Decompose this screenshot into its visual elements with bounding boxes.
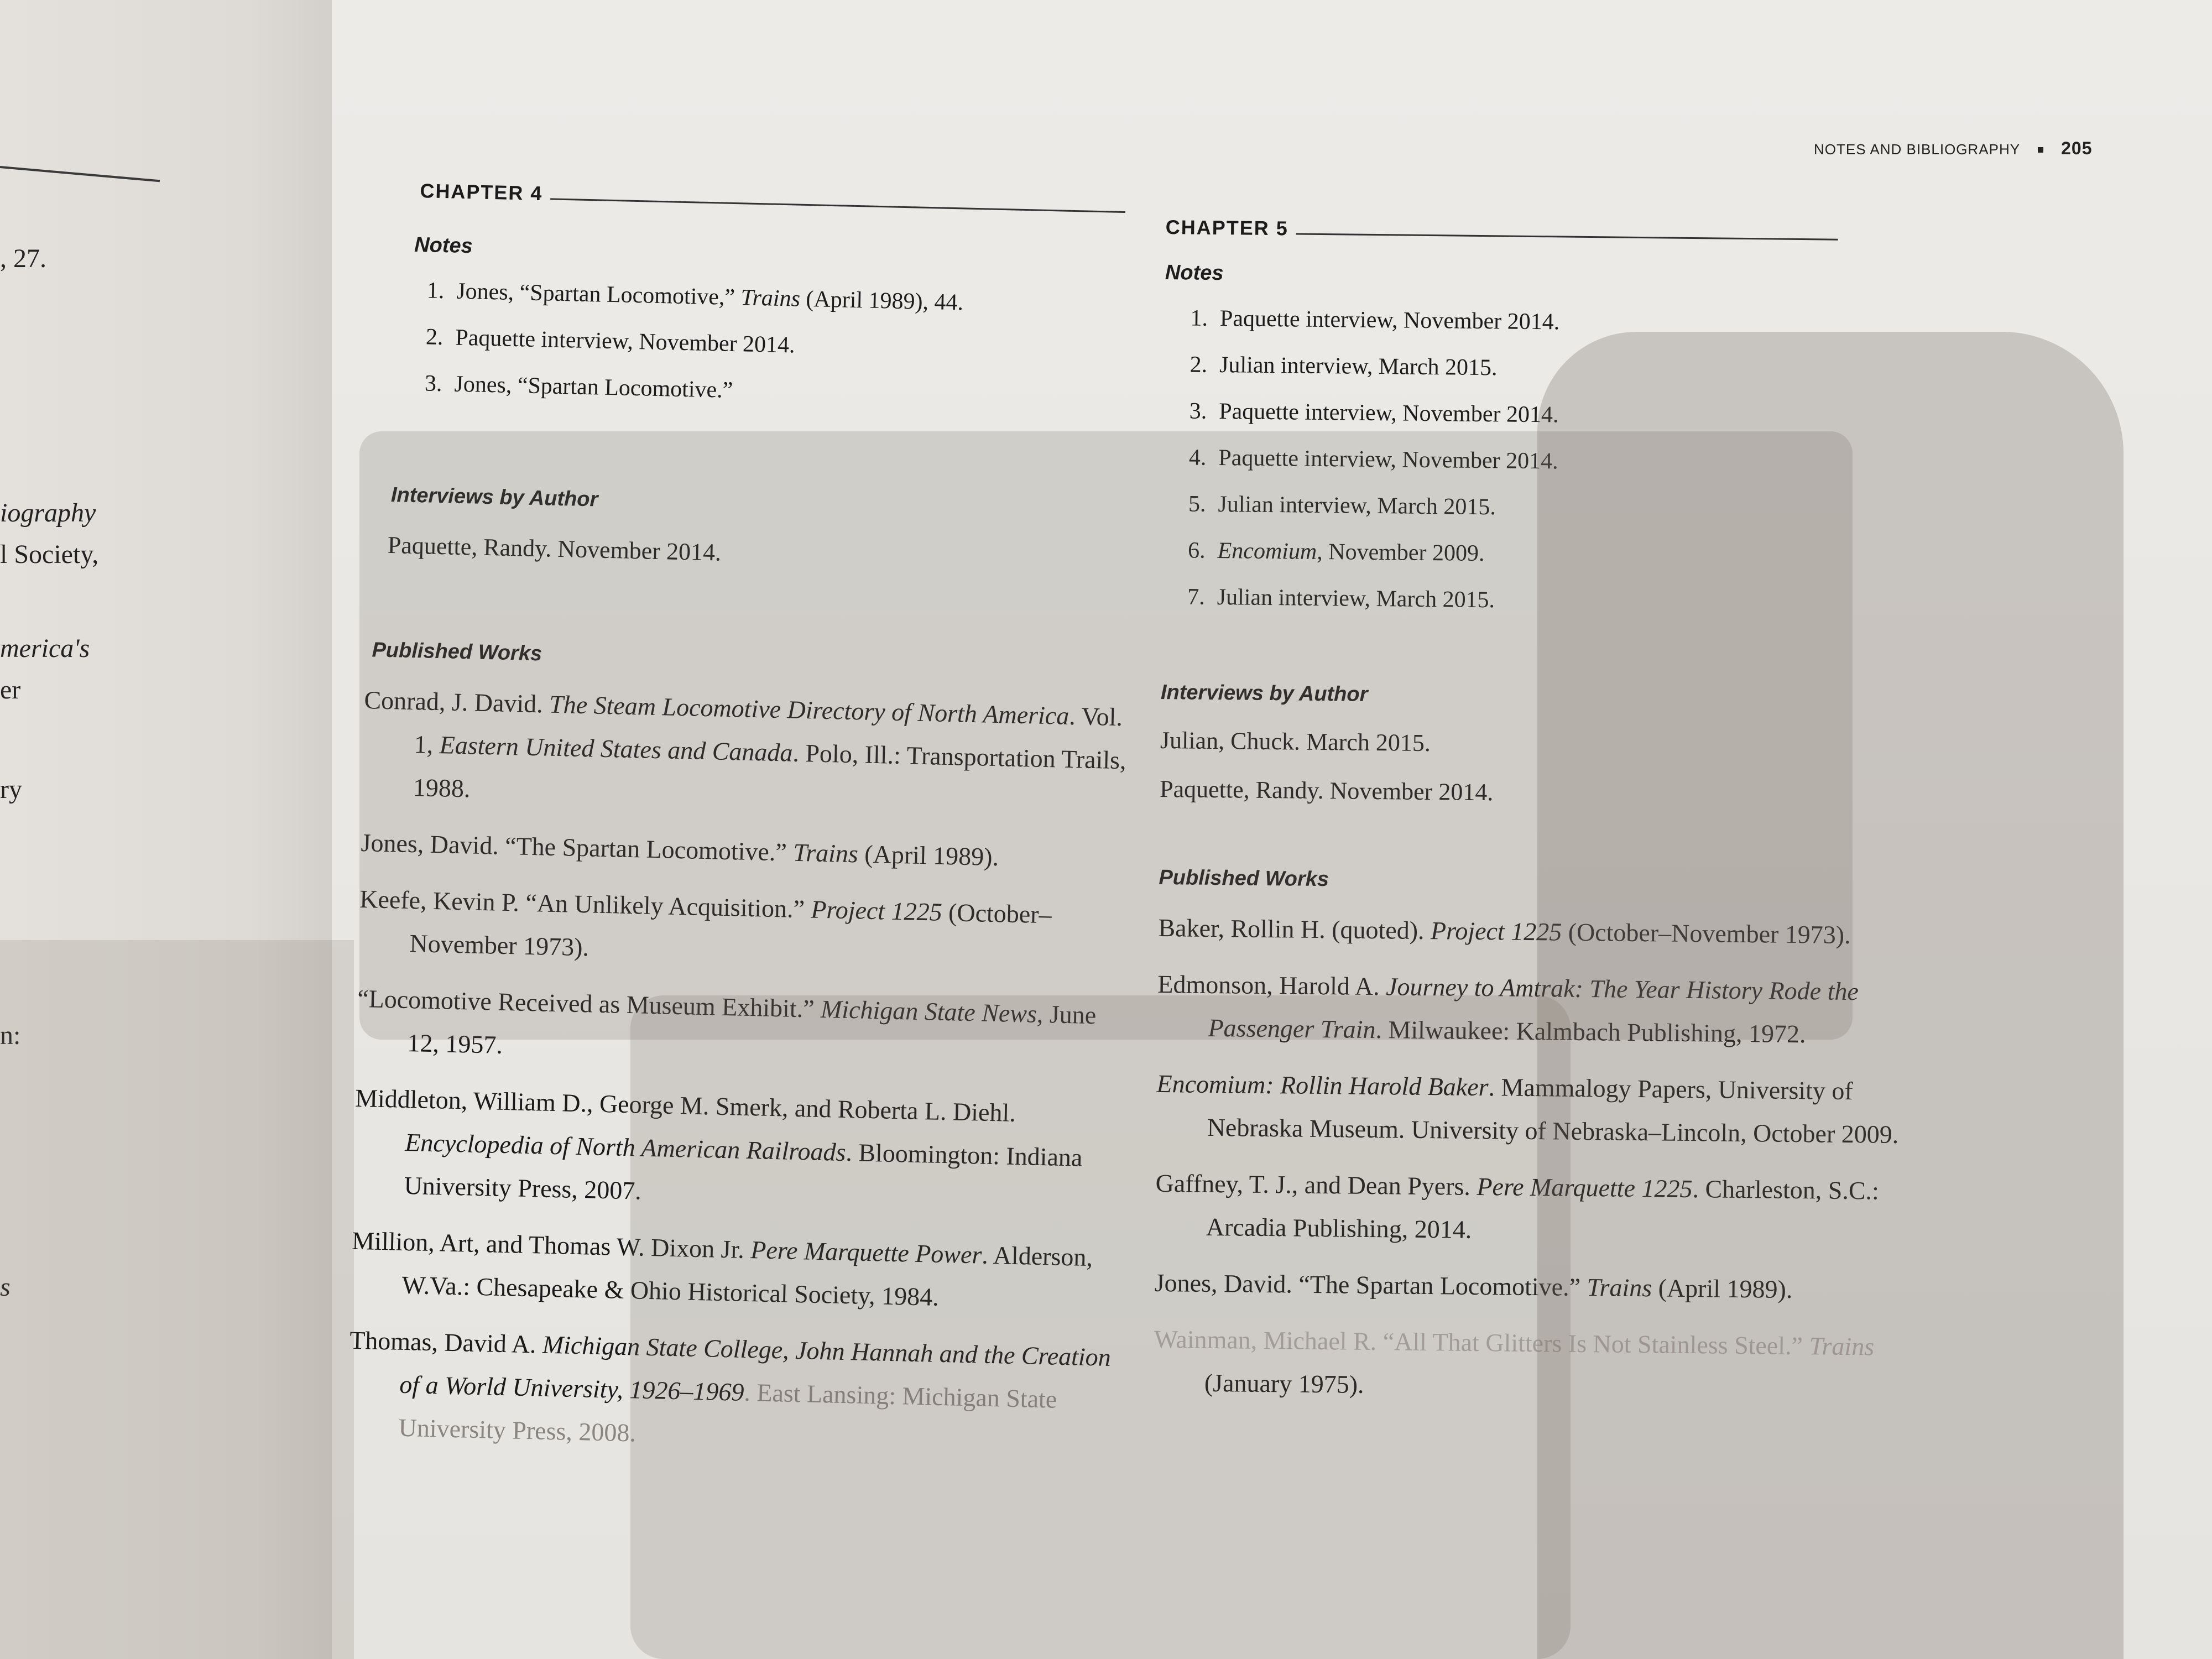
interview-entry: Julian, Chuck. March 2015.: [1160, 726, 1431, 757]
bibliography-entry: Jones, David. “The Spartan Locomotive.” Trains (April 1989).: [1154, 1268, 1793, 1303]
chapter-5-notes: [1172, 295, 1994, 628]
bibliography-entry: Middleton, William D., George M. Smerk, and Roberta L. Diehl. Encyclopedia of North American Railroads. Bloomington: Indiana University Press, 2007.: [354, 1083, 1083, 1205]
left-fragment: iography: [0, 498, 96, 528]
bibliography-entry: Jones, David. “The Spartan Locomotive.” Trains (April 1989).: [361, 828, 999, 872]
bibliography-entry: Wainman, Michael R. “All That Glitters Is Not Stainless Steel.” Trains (January 1975).: [1154, 1324, 1875, 1399]
bibliography-entry: Baker, Rollin H. (quoted). Project 1225 (October–November 1973).: [1158, 913, 1851, 950]
note-item: 1. Jones, “Spartan Locomotive,” Trains (April 1989), 44.: [426, 278, 964, 316]
left-fragment: n:: [0, 1021, 21, 1050]
note-item: 7. Julian interview, March 2015.: [1187, 584, 1495, 613]
note-item: 5. Julian interview, March 2015.: [1188, 491, 1496, 520]
chapter-5-works: [1153, 906, 1910, 1412]
note-item: 4. Paquette interview, November 2014.: [1188, 445, 1558, 474]
heading-rule: [1296, 233, 1838, 240]
interview-entry: Paquette, Randy. November 2014.: [387, 531, 722, 566]
bibliography-entry: Million, Art, and Thomas W. Dixon Jr. Pere Marquette Power. Alderson, W.Va.: Chesapeake & Ohio Historical Society, 1984.: [351, 1226, 1093, 1311]
chapter-4-works: [347, 679, 1133, 1465]
note-item: 2. Julian interview, March 2015.: [1190, 352, 1498, 381]
heading-rule: [550, 198, 1125, 213]
bibliography-entry: Keefe, Kevin P. “An Unlikely Acquisition.” Project 1225 (October–November 1973).: [359, 884, 1052, 962]
notes-label: Notes: [1165, 260, 1224, 285]
running-header: [1814, 138, 2092, 159]
chapter-heading-text: CHAPTER 4: [420, 179, 543, 205]
left-fragment: er: [0, 675, 21, 705]
note-item: 3. Jones, “Spartan Locomotive.”: [424, 371, 733, 404]
chapter-4-notes: [410, 267, 1148, 423]
chapter-4-column: [291, 177, 1150, 1479]
left-fragment: ry: [0, 775, 22, 804]
bibliography-entry: “Locomotive Received as Museum Exhibit.” Michigan State News, June 12, 1957.: [357, 984, 1097, 1059]
bibliography-entry: Thomas, David A. Michigan State College, John Hannah and the Creation of a World University, 1926–1969. East Lansing: Michigan State University Press, 2008.: [349, 1326, 1112, 1447]
published-works-label: Published Works: [1159, 865, 1329, 891]
bibliography-entry: Gaffney, T. J., and Dean Pyers. Pere Marquette 1225. Charleston, S.C.: Arcadia Publishing, 2014.: [1155, 1168, 1880, 1244]
interview-entry: Paquette, Randy. November 2014.: [1159, 775, 1494, 806]
bibliography-entry: Conrad, J. David. The Steam Locomotive Directory of North America. Vol. 1, Eastern United States and Canada. Polo, Ill.: Transportation Trails, 1988.: [363, 686, 1127, 803]
note-item: 6. Encomium, November 2009.: [1187, 538, 1485, 567]
chapter-5-column: [1153, 216, 1995, 1426]
note-item: 3. Paquette interview, November 2014.: [1189, 398, 1559, 428]
interviews-label: Interviews by Author: [390, 483, 598, 512]
interviews-label: Interviews by Author: [1160, 680, 1368, 706]
published-works-label: Published Works: [372, 638, 542, 666]
note-item: 2. Paquette interview, November 2014.: [425, 324, 796, 358]
left-fragment: s: [0, 1272, 11, 1302]
notes-label: Notes: [414, 233, 473, 258]
section-title: NOTES AND BIBLIOGRAPHY: [1814, 141, 2021, 158]
left-page-rule: [0, 166, 160, 182]
chapter-heading-text: CHAPTER 5: [1165, 216, 1289, 240]
bullet-separator: [2038, 147, 2043, 153]
left-fragment: l Society,: [0, 540, 99, 569]
page-number: 205: [2061, 138, 2093, 158]
left-fragment: merica's: [0, 634, 90, 663]
left-fragment: , 27.: [0, 244, 46, 273]
bibliography-entry: Edmonson, Harold A. Journey to Amtrak: The Year History Rode the Passenger Train. Milwaukee: Kalmbach Publishing, 1972.: [1157, 969, 1859, 1048]
bibliography-entry: Encomium: Rollin Harold Baker. Mammalogy Papers, University of Nebraska Museum. University of Nebraska–Lincoln, October 2009.: [1156, 1069, 1899, 1149]
note-item: 1. Paquette interview, November 2014.: [1190, 305, 1560, 335]
